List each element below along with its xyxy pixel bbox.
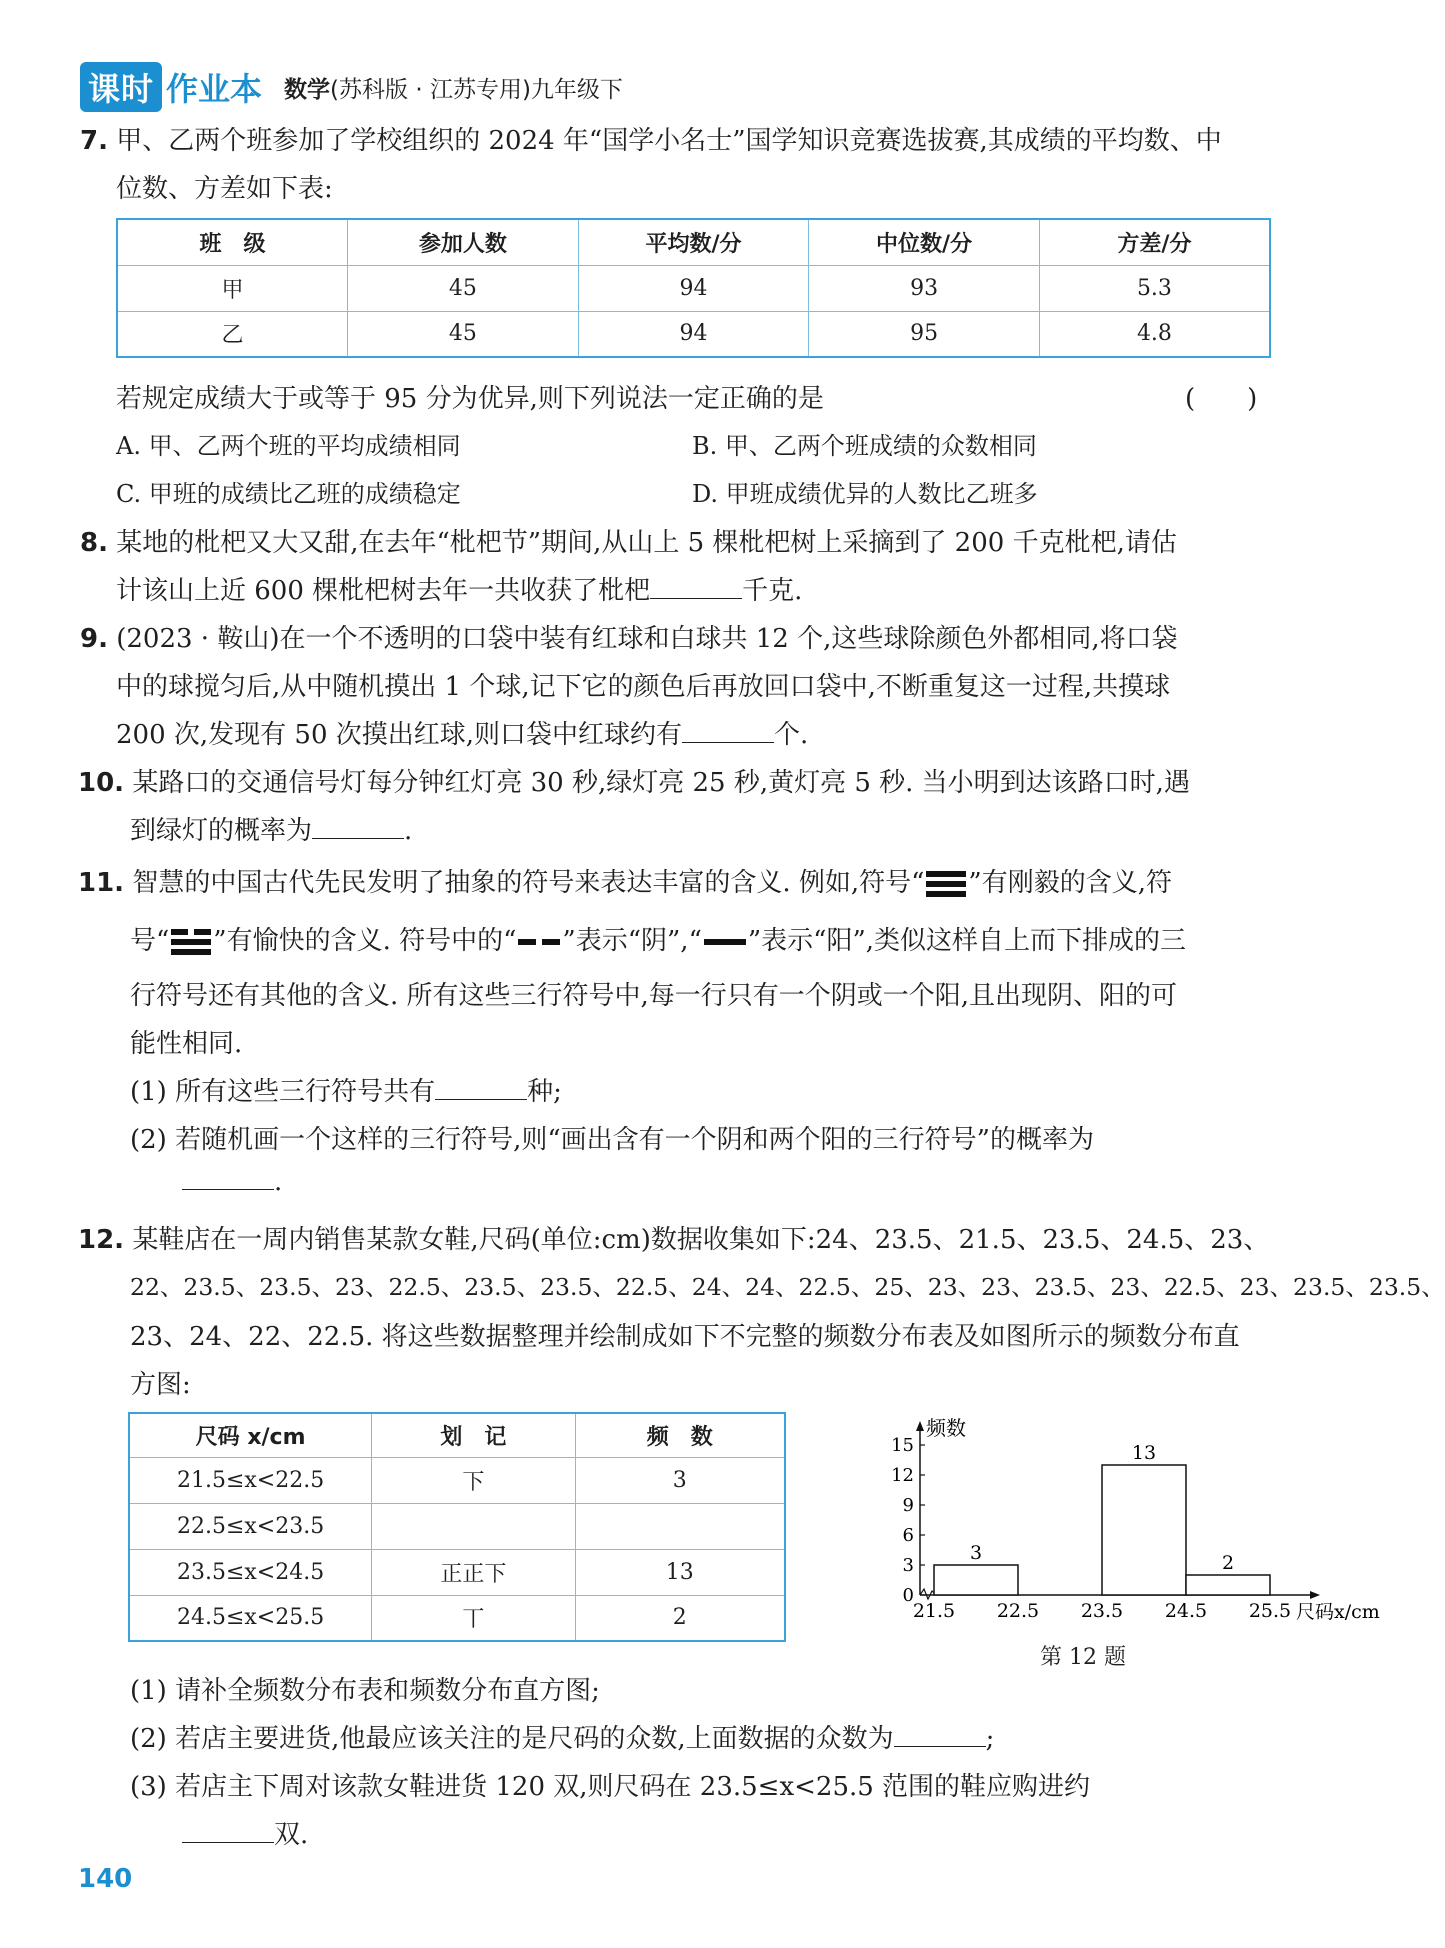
- q8-line2: 计该山上近 600 棵枇杷树去年一共收获了枇杷 千克.: [116, 576, 803, 606]
- yin-line-icon: [516, 936, 562, 948]
- table-row: [129, 1549, 785, 1595]
- q9-answer-blank[interactable]: [682, 720, 774, 743]
- q9-number: 9.: [80, 624, 108, 654]
- cell: 94: [578, 311, 809, 357]
- q10-text1: 某路口的交通信号灯每分钟红灯亮 30 秒,绿灯亮 25 秒,黄灯亮 5 秒. 当小明到达该路口时,遇: [132, 768, 1190, 798]
- qian-trigram-icon: [924, 869, 968, 899]
- q7-text1: 甲、乙两个班参加了学校组织的 2024 年“国学小名士”国学知识竞赛选拔赛,其成绩的平均数、中: [116, 126, 1222, 156]
- q12-sub2-answer-blank[interactable]: [894, 1724, 986, 1747]
- edition: (苏科版 · 江苏专用)九年级下: [330, 76, 623, 103]
- q7-th-median: 中位数/分: [809, 219, 1040, 265]
- q10-line2: 到绿灯的概率为 .: [130, 816, 413, 846]
- cell: 3: [575, 1457, 785, 1503]
- q11-sub1: (1) 所有这些三行符号共有 种;: [130, 1077, 562, 1107]
- q9-line1: [80, 618, 1178, 655]
- y-tick-label: 15: [891, 1435, 914, 1456]
- q9-line2: 中的球搅匀后,从中随机摸出 1 个球,记下它的颜色后再放回口袋中,不断重复这一过程,共摸球: [116, 672, 1171, 702]
- page-number: 140: [78, 1864, 133, 1894]
- q7-th-class: 班 级: [117, 219, 348, 265]
- q12-sub1: (1) 请补全频数分布表和频数分布直方图;: [130, 1676, 600, 1706]
- q12-th-frequency: 频 数: [575, 1413, 785, 1457]
- q12-line4: 方图:: [130, 1370, 191, 1400]
- table-row: [129, 1457, 785, 1503]
- histogram-chart: [880, 1415, 1380, 1635]
- q12-frequency-table: [128, 1412, 786, 1642]
- table-row: [117, 265, 1270, 311]
- q7-option-b: B. 甲、乙两个班成绩的众数相同: [692, 432, 1037, 460]
- q9-line3: 200 次,发现有 50 次摸出红球,则口袋中红球约有 个.: [116, 720, 809, 750]
- figure-caption: 第 12 题: [1040, 1645, 1126, 1670]
- q11-line3: 行符号还有其他的含义. 所有这些三行符号中,每一行只有一个阴或一个阳,且出现阴、阳的可: [130, 981, 1178, 1011]
- logo: 课时: [80, 62, 162, 112]
- y-axis-arrow: [916, 1421, 924, 1431]
- q12-sub3: (3) 若店主下周对该款女鞋进货 120 双,则尺码在 23.5≤x<25.5 范围的鞋应购进约: [130, 1772, 1091, 1802]
- q12-sub3-answer: 双.: [182, 1814, 308, 1851]
- q10-answer-blank[interactable]: [312, 816, 404, 839]
- q11-sub2-answer: .: [182, 1167, 282, 1197]
- x-tick-label: 24.5: [1164, 1600, 1208, 1622]
- x-tick-label: 25.5: [1248, 1600, 1292, 1622]
- cell: 13: [575, 1549, 785, 1595]
- q7-answer-paren: ( ): [1185, 384, 1258, 414]
- x-axis-label: 尺码x/cm: [1296, 1601, 1380, 1623]
- yang-line-icon: [702, 936, 748, 948]
- x-tick-label: 22.5: [996, 1600, 1040, 1622]
- cell: 21.5≤x<22.5: [129, 1457, 372, 1503]
- q12-sub3-answer-blank[interactable]: [182, 1820, 274, 1843]
- q8-answer-blank[interactable]: [650, 576, 742, 599]
- q12-line3: 23、24、22、22.5. 将这些数据整理并绘制成如下不完整的频数分布表及如图所示的频数分布直: [130, 1322, 1240, 1352]
- q7-option-c: C. 甲班的成绩比乙班的成绩稳定: [116, 480, 461, 508]
- q11-number: 11.: [78, 868, 125, 898]
- q7-option-a: A. 甲、乙两个班的平均成绩相同: [116, 432, 461, 460]
- cell: 5.3: [1039, 265, 1270, 311]
- y-tick-label: 3: [902, 1555, 914, 1576]
- q7-th-count: 参加人数: [348, 219, 579, 265]
- histogram-bar: [934, 1565, 1018, 1595]
- bar-value-label: 2: [1221, 1552, 1235, 1574]
- q10-number: 10.: [78, 768, 125, 798]
- cell: 正正下: [372, 1549, 575, 1595]
- table-row: [129, 1503, 785, 1549]
- x-tick-label: 23.5: [1080, 1600, 1124, 1622]
- q7-question: 若规定成绩大于或等于 95 分为优异,则下列说法一定正确的是: [116, 384, 824, 414]
- q12-text1: 某鞋店在一周内销售某款女鞋,尺码(单位:cm)数据收集如下:24、23.5、21.5、23.5、24.5、23、: [132, 1225, 1270, 1255]
- y-tick-label: 0: [902, 1585, 914, 1606]
- q7-th-variance: 方差/分: [1039, 219, 1270, 265]
- q8-line1: [80, 522, 1177, 559]
- x-axis-arrow: [1310, 1591, 1320, 1599]
- y-tick-label: 12: [891, 1465, 914, 1486]
- q11-line4: 能性相同.: [130, 1029, 243, 1059]
- cell: 24.5≤x<25.5: [129, 1595, 372, 1641]
- q11-sub2-answer-blank[interactable]: [182, 1167, 274, 1190]
- histogram-bar: [1186, 1575, 1270, 1595]
- q8-number: 8.: [80, 528, 108, 558]
- q11-line1: 11. 智慧的中国古代先民发明了抽象的符号来表达丰富的含义. 例如,符号“ ”有刚毅的含义,符: [78, 868, 1172, 898]
- dui-trigram-icon: [169, 927, 213, 957]
- y-axis-label: 频数: [926, 1416, 966, 1440]
- q12-line2: 22、23.5、23.5、23、22.5、23.5、23.5、22.5、24、24、22.5、25、23、23、23.5、23、22.5、23、23.5、23.5、: [130, 1273, 1445, 1301]
- q10-line1: [78, 762, 1190, 799]
- cell: 93: [809, 265, 1040, 311]
- q8-text1: 某地的枇杷又大又甜,在去年“枇杷节”期间,从山上 5 棵枇杷树上采摘到了 200 千克枇杷,请估: [116, 528, 1177, 558]
- cell: 45: [348, 311, 579, 357]
- x-tick-label: 21.5: [912, 1600, 956, 1622]
- cell: 下: [372, 1457, 575, 1503]
- page-header: [80, 62, 623, 112]
- q12-sub2: (2) 若店主要进货,他最应该关注的是尺码的众数,上面数据的众数为 ;: [130, 1724, 995, 1754]
- cell: 甲: [117, 265, 348, 311]
- logo-title: 作业本: [166, 70, 263, 108]
- q12-th-tally: 划 记: [372, 1413, 575, 1457]
- q12-line1: [78, 1219, 1269, 1256]
- table-row: [129, 1595, 785, 1641]
- cell: 95: [809, 311, 1040, 357]
- q11-line2: 号“ ”有愉快的含义. 符号中的“ ”表示“阴”,“ ”表示“阳”,类似这样自上而下排成的三: [130, 926, 1187, 956]
- table-row: [117, 311, 1270, 357]
- bar-value-label: 13: [1131, 1442, 1157, 1464]
- y-tick-label: 9: [902, 1495, 914, 1516]
- q11-sub2: (2) 若随机画一个这样的三行符号,则“画出含有一个阴和两个阳的三行符号”的概率为: [130, 1125, 1094, 1155]
- y-tick-label: 6: [902, 1525, 914, 1546]
- cell: 丅: [372, 1595, 575, 1641]
- q11-sub1-answer-blank[interactable]: [435, 1077, 527, 1100]
- subject-line: [284, 71, 623, 104]
- q7-option-d: D. 甲班成绩优异的人数比乙班多: [692, 480, 1038, 508]
- cell: 23.5≤x<24.5: [129, 1549, 372, 1595]
- q12-th-size: 尺码 x/cm: [129, 1413, 372, 1457]
- subject: 数学: [284, 76, 331, 103]
- q7-number: 7.: [80, 126, 108, 156]
- cell[interactable]: [372, 1503, 575, 1549]
- bar-value-label: 3: [969, 1542, 983, 1564]
- q7-table: [116, 218, 1271, 358]
- cell: 45: [348, 265, 579, 311]
- cell: 2: [575, 1595, 785, 1641]
- cell: 22.5≤x<23.5: [129, 1503, 372, 1549]
- cell[interactable]: [575, 1503, 785, 1549]
- q7-th-mean: 平均数/分: [578, 219, 809, 265]
- q7-line2: 位数、方差如下表:: [116, 174, 333, 204]
- cell: 乙: [117, 311, 348, 357]
- q12-number: 12.: [78, 1225, 125, 1255]
- cell: 4.8: [1039, 311, 1270, 357]
- q9-text1: (2023 · 鞍山)在一个不透明的口袋中装有红球和白球共 12 个,这些球除颜色外都相同,将口袋: [116, 624, 1178, 654]
- q7-line1: [80, 120, 1222, 157]
- cell: 94: [578, 265, 809, 311]
- histogram-bar: [1102, 1465, 1186, 1595]
